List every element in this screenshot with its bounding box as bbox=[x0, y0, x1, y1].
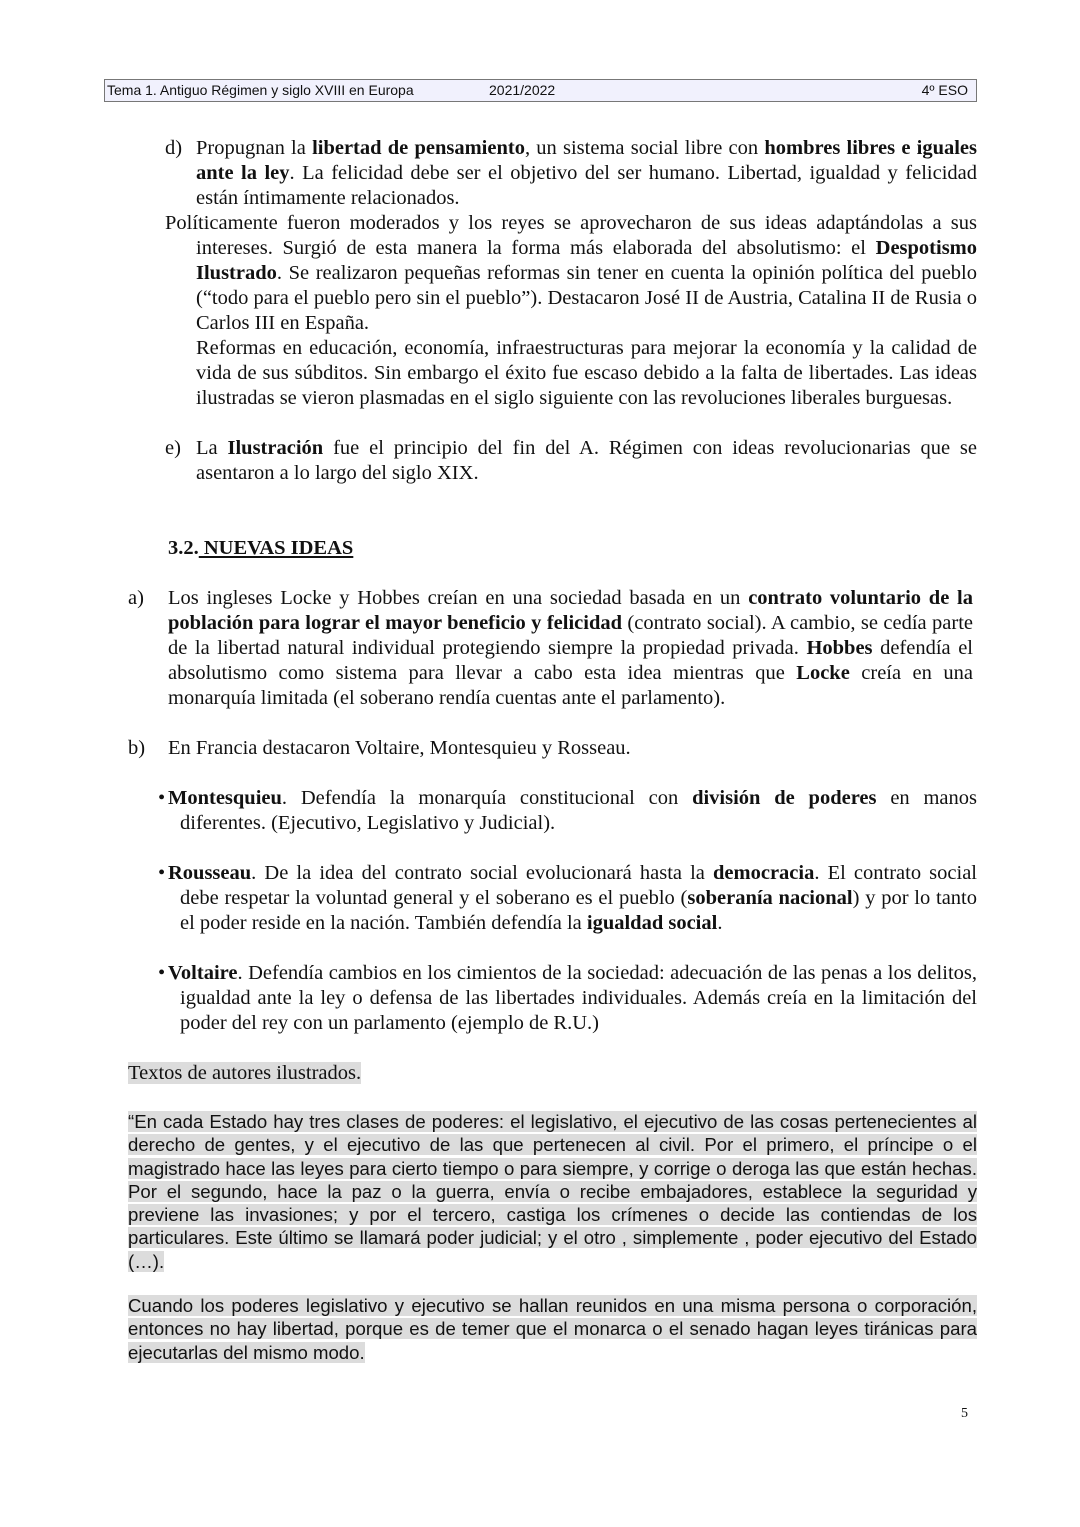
paragraph-reforms bbox=[196, 336, 977, 411]
paragraph-politics bbox=[165, 211, 977, 336]
bold-text: libertad de pensamiento bbox=[312, 137, 525, 159]
bold-text: división de poderes bbox=[692, 787, 877, 809]
bullet-rousseau bbox=[149, 861, 977, 936]
text-run: . Defendía la monarquía constitucional con bbox=[281, 787, 693, 809]
text-run: creía en una monarquía limitada (el soberano rendía cuentas ante el parlamento). bbox=[168, 662, 973, 709]
text-run: . El contrato social debe respetar la voluntad general y el soberano es el pueblo ( bbox=[180, 862, 977, 909]
quote-paragraph-1 bbox=[128, 1110, 977, 1273]
bold-text: Hobbes bbox=[806, 637, 873, 659]
bullet-glyph: • bbox=[158, 962, 166, 984]
quote-paragraph-2 bbox=[128, 1294, 977, 1364]
section-number: 3.2. bbox=[168, 537, 199, 559]
text-run: . bbox=[717, 912, 723, 934]
text-run: Propugnan la bbox=[196, 137, 313, 159]
text-run: La bbox=[196, 437, 228, 459]
paragraph-e bbox=[196, 436, 977, 486]
list-marker-b: b) bbox=[128, 737, 146, 759]
text-run: Políticamente fueron moderados y los reyes se aprovecharon de sus ideas adaptándolas a sus intereses. Surgió de esta manera la forma más elaborada del absolutismo: el bbox=[165, 212, 977, 259]
text-run: en manos diferentes. (Ejecutivo, Legislativo y Judicial). bbox=[180, 787, 978, 834]
bullet-montesquieu bbox=[149, 786, 977, 836]
paragraph-b bbox=[168, 736, 973, 761]
quote-2-text: Cuando los poderes legislativo y ejecutivo se hallan reunidos en una misma persona o corporación, entonces no hay libertad, porque es de temer que el monarca o el senado hagan leyes tiránicas para ejecutarlas del mismo modo. bbox=[128, 1295, 977, 1363]
text-run: , un sistema social libre con bbox=[524, 137, 765, 159]
bold-text: igualdad social bbox=[586, 912, 718, 934]
bold-text: democracia bbox=[713, 862, 815, 884]
list-marker-e: e) bbox=[165, 437, 181, 459]
bullet-glyph: • bbox=[158, 787, 166, 809]
text-run: Reformas en educación, economía, infraestructuras para mejorar la economía y la calidad de vida de sus súbditos. Sin embargo el éxito fue escaso debido a la falta de libertades. Las ideas ilustradas se vieron plasmadas en el siglo siguiente con las revoluciones liberales burguesas. bbox=[196, 337, 977, 409]
quote-1-text: “En cada Estado hay tres clases de poderes: el legislativo, el ejecutivo de las cosas pertenecientes al derecho de gentes, y el ejecutivo de las que pertenecen al civil. Por el primero, el príncipe o el magistrado hace las leyes para cierto tiempo o para siempre, y corrige o deroga las que están hechas. Por el segundo, hace la paz o la guerra, envía o recibe embajadores, establece la seguridad y previene las invasiones; y por el tercero, castiga los crímenes o decide las contiendas de los particulares. Este último se llamará poder judicial; y el otro , simplemente , poder ejecutivo del Estado (…). bbox=[128, 1111, 977, 1272]
page-number: 5 bbox=[961, 1406, 968, 1421]
bullet-voltaire bbox=[149, 961, 977, 1036]
header-year: 2021/2022 bbox=[489, 82, 556, 98]
text-run: (contrato social). A cambio, se cedía parte de la libertad natural individual protegiendo siempre la propiedad privada. bbox=[168, 612, 974, 659]
list-marker-d: d) bbox=[165, 137, 183, 159]
bold-text: Voltaire bbox=[168, 962, 238, 984]
bold-text: contrato voluntario de la población para lograr el mayor beneficio y felicidad bbox=[168, 587, 973, 634]
text-run: En Francia destacaron Voltaire, Montesquieu y Rosseau. bbox=[168, 737, 631, 759]
bold-text: Ilustración bbox=[227, 437, 324, 459]
text-run: ) y por lo tanto el poder reside en la nación. También defendía la bbox=[180, 887, 978, 934]
text-run: Los ingleses Locke y Hobbes creían en una sociedad basada en un bbox=[168, 587, 749, 609]
bold-text: Despotismo Ilustrado bbox=[196, 237, 977, 284]
text-run: fue el principio del fin del A. Régimen con ideas revolucionarias que se asentaron a lo largo del siglo XIX. bbox=[196, 437, 977, 484]
bold-text: Montesquieu bbox=[168, 787, 282, 809]
texts-title-text: Textos de autores ilustrados. bbox=[128, 1062, 362, 1084]
bold-text: soberanía nacional bbox=[687, 887, 853, 909]
list-marker-a: a) bbox=[128, 587, 144, 609]
header-title: Tema 1. Antiguo Régimen y siglo XVIII en Europa bbox=[107, 82, 414, 98]
bold-text: Rousseau bbox=[168, 862, 252, 884]
text-run: . Se realizaron pequeñas reformas sin tener en cuenta la opinión política del pueblo (“todo para el pueblo pero sin el pueblo”). Destacaron José II de Austria, Catalina II de Rusia o Carlos III en España. bbox=[196, 262, 977, 334]
text-run: . Defendía cambios en los cimientos de la sociedad: adecuación de las penas a los delitos, igualdad ante la ley o defensa de las libertades individuales. Además creía en la limitación del poder del rey con un parlamento (ejemplo de R.U.) bbox=[180, 962, 977, 1034]
paragraph-d bbox=[196, 136, 977, 211]
section-heading bbox=[168, 536, 353, 561]
texts-title bbox=[128, 1061, 361, 1086]
bold-text: Locke bbox=[796, 662, 850, 684]
bullet-glyph: • bbox=[158, 862, 166, 884]
bold-text: hombres libres e iguales ante la ley bbox=[196, 137, 978, 184]
text-run: defendía el absolutismo como sistema para llevar a cabo esta idea mientras que bbox=[168, 637, 973, 684]
text-run: . La felicidad debe ser el objetivo del ser humano. Libertad, igualdad y felicidad están íntimamente relacionados. bbox=[196, 162, 977, 209]
section-title: NUEVAS IDEAS bbox=[198, 537, 354, 559]
header-course: 4º ESO bbox=[921, 82, 968, 98]
text-run: . De la idea del contrato social evolucionará hasta la bbox=[251, 862, 714, 884]
paragraph-a bbox=[168, 586, 973, 711]
page-header bbox=[104, 79, 977, 102]
